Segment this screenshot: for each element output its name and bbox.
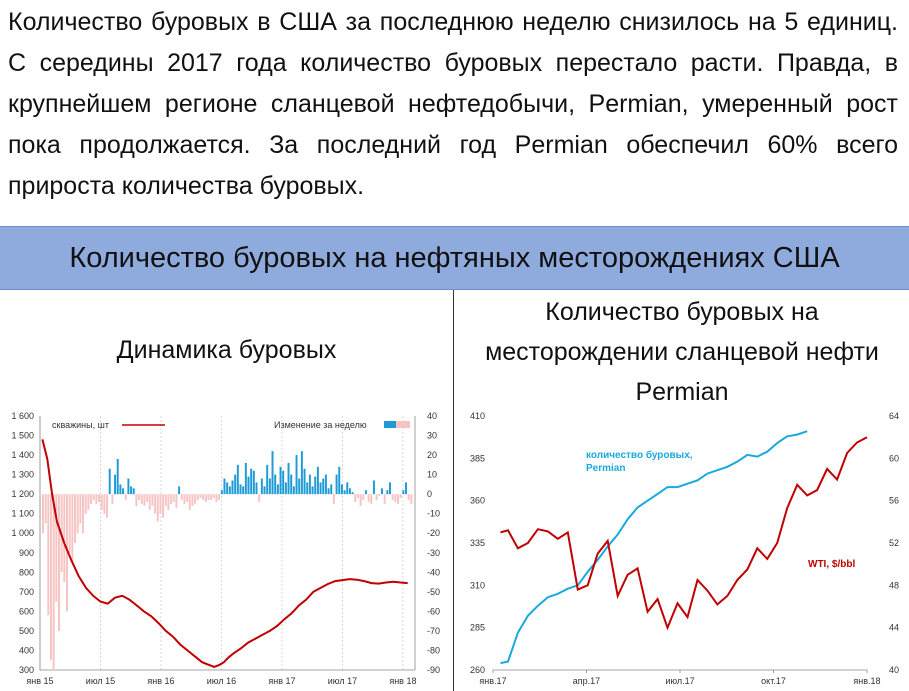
y-right-tick-label: -10 xyxy=(427,508,441,519)
weekly-change-bar xyxy=(282,471,284,494)
weekly-change-bar xyxy=(336,475,338,495)
weekly-change-bar xyxy=(125,494,127,500)
intro-paragraph: Количество буровых в США за последнюю неделю снизилось на 5 единиц. С середины 2017 года количество буровых перестало расти. Правда, в крупнейшем регионе сланцевой нефтедобычи, Permian, умеренный рост пока продолжается. За последний год Permian обеспечил 60% всего прироста количества буровых. xyxy=(8,8,898,200)
weekly-change-bar xyxy=(288,463,290,494)
weekly-change-bar xyxy=(410,494,412,504)
permian-rigs-line xyxy=(501,431,808,663)
weekly-change-bar xyxy=(290,475,292,495)
permian-rigs-chart xyxy=(455,406,909,691)
y-right-tick-label: 48 xyxy=(889,580,900,591)
weekly-change-bar xyxy=(365,490,367,494)
weekly-change-bar xyxy=(82,494,84,533)
y-right-tick-label: 40 xyxy=(889,665,900,675)
weekly-change-bar xyxy=(296,455,298,494)
weekly-change-bar xyxy=(45,494,47,523)
x-tick-label: июл 15 xyxy=(85,676,116,686)
weekly-change-bar xyxy=(320,482,322,494)
weekly-change-bar xyxy=(127,479,129,495)
weekly-change-bar xyxy=(111,494,113,504)
weekly-change-bar xyxy=(117,459,119,494)
weekly-change-bar xyxy=(266,465,268,494)
y-left-tick-label: 800 xyxy=(18,567,34,578)
y-left-tick-label: 1 300 xyxy=(11,469,34,480)
weekly-change-bar xyxy=(162,494,164,517)
y-right-tick-label: 20 xyxy=(427,450,438,461)
weekly-change-bar xyxy=(341,484,343,494)
weekly-change-bar xyxy=(74,494,76,543)
weekly-change-bar xyxy=(95,494,97,504)
weekly-change-bar xyxy=(312,486,314,494)
weekly-change-bar xyxy=(293,486,295,494)
weekly-change-bar xyxy=(130,486,132,494)
y-right-tick-label: 40 xyxy=(427,411,438,421)
weekly-change-bar xyxy=(328,488,330,494)
weekly-change-bar xyxy=(173,494,175,502)
weekly-change-bar xyxy=(58,494,60,631)
weekly-change-bar xyxy=(210,494,212,500)
weekly-change-bar xyxy=(79,494,81,523)
weekly-change-bar xyxy=(138,494,140,500)
y-left-tick-label: 410 xyxy=(469,411,485,421)
weekly-change-bar xyxy=(215,494,217,502)
weekly-change-bar xyxy=(354,494,356,502)
weekly-change-bar xyxy=(85,494,87,514)
weekly-change-bar xyxy=(392,494,394,500)
x-tick-label: окт.17 xyxy=(761,676,786,686)
weekly-change-bar xyxy=(362,494,364,500)
weekly-change-bar xyxy=(317,467,319,494)
weekly-change-bar xyxy=(226,482,228,494)
weekly-change-bar xyxy=(149,494,151,510)
y-right-tick-label: -60 xyxy=(427,606,441,617)
banner-title: Количество буровых на нефтяных месторождениях США xyxy=(69,241,840,274)
y-right-tick-label: 10 xyxy=(427,469,438,480)
weekly-change-bar xyxy=(103,494,105,514)
weekly-change-bar xyxy=(154,494,156,514)
weekly-change-bar xyxy=(194,494,196,504)
y-left-tick-label: 500 xyxy=(18,625,34,636)
y-right-tick-label: 44 xyxy=(889,622,900,633)
weekly-change-bar xyxy=(50,494,52,660)
weekly-change-bar xyxy=(325,475,327,495)
weekly-change-bar xyxy=(274,475,276,495)
y-right-tick-label: 60 xyxy=(889,453,900,464)
section-title-banner xyxy=(0,226,909,290)
weekly-change-bar xyxy=(309,475,311,495)
y-right-tick-label: 30 xyxy=(427,430,438,441)
x-tick-label: янв.18 xyxy=(853,676,881,686)
weekly-change-bar xyxy=(205,494,207,502)
weekly-change-bar xyxy=(122,488,124,494)
weekly-change-bar xyxy=(405,482,407,494)
weekly-change-bar xyxy=(218,494,220,500)
weekly-change-bar xyxy=(381,488,383,494)
y-right-tick-label: 52 xyxy=(889,538,900,548)
weekly-change-bar xyxy=(42,494,44,533)
weekly-change-bar xyxy=(109,469,111,494)
weekly-change-bar xyxy=(207,494,209,500)
y-left-tick-label: 600 xyxy=(18,606,34,617)
weekly-change-bar xyxy=(181,494,183,500)
y-left-tick-label: 1 200 xyxy=(11,489,34,500)
weekly-change-bar xyxy=(157,494,159,521)
weekly-change-bar xyxy=(261,479,263,495)
y-right-tick-label: -80 xyxy=(427,645,441,656)
weekly-change-bar xyxy=(141,494,143,504)
right-chart-header: Количество буровых на месторождении сланцевой нефти Permian xyxy=(485,298,879,406)
y-left-tick-label: 310 xyxy=(469,580,485,591)
y-right-tick-label: -90 xyxy=(427,665,441,675)
permian-annotation: количество буровых, Permian xyxy=(586,450,693,474)
weekly-change-bar xyxy=(352,492,354,494)
weekly-change-bar xyxy=(183,494,185,504)
column-divider xyxy=(453,290,454,691)
weekly-change-bar xyxy=(114,475,116,495)
weekly-change-bar xyxy=(253,471,255,494)
weekly-change-bar xyxy=(197,494,199,500)
weekly-change-bar xyxy=(63,494,65,582)
weekly-change-bar xyxy=(87,494,89,510)
x-tick-label: янв 15 xyxy=(26,676,54,686)
y-right-tick-label: -40 xyxy=(427,567,441,578)
weekly-change-bar xyxy=(178,486,180,494)
y-right-tick-label: -50 xyxy=(427,586,441,597)
weekly-change-bar xyxy=(400,494,402,498)
weekly-change-bar xyxy=(384,494,386,504)
y-right-tick-label: -30 xyxy=(427,547,441,558)
weekly-change-bar xyxy=(159,494,161,514)
y-left-tick-label: 300 xyxy=(18,665,34,675)
weekly-change-bar xyxy=(408,494,410,500)
legend-line-label: скважины, шт xyxy=(52,420,109,430)
weekly-change-bar xyxy=(378,494,380,496)
weekly-change-bar xyxy=(151,494,153,506)
weekly-change-bar xyxy=(357,494,359,498)
weekly-change-bar xyxy=(77,494,79,533)
weekly-change-bar xyxy=(322,479,324,495)
weekly-change-bar xyxy=(298,479,300,495)
weekly-change-bar xyxy=(376,494,378,500)
weekly-change-bar xyxy=(333,494,335,504)
weekly-change-bar xyxy=(386,490,388,494)
weekly-change-bar xyxy=(304,469,306,494)
weekly-change-bar xyxy=(232,480,234,494)
weekly-change-bar xyxy=(170,494,172,504)
y-left-tick-label: 700 xyxy=(18,586,34,597)
x-tick-label: июл 17 xyxy=(327,676,358,686)
weekly-change-bar xyxy=(98,494,100,502)
weekly-change-bar xyxy=(280,467,282,494)
weekly-change-bar xyxy=(143,494,145,506)
y-right-tick-label: 56 xyxy=(889,495,900,506)
weekly-change-bar xyxy=(53,494,55,670)
weekly-change-bar xyxy=(119,484,121,494)
weekly-change-bar xyxy=(229,486,231,494)
rig-count-dynamics-chart xyxy=(0,406,452,691)
y-right-tick-label: 0 xyxy=(427,489,433,500)
left-chart-header: Динамика буровых xyxy=(116,336,337,364)
weekly-change-bar xyxy=(202,494,204,500)
weekly-change-bar xyxy=(306,482,308,494)
y-left-tick-label: 260 xyxy=(469,665,485,675)
weekly-change-bar xyxy=(285,482,287,494)
legend-bars-swatch-pos xyxy=(384,421,396,428)
wti-annotation: WTI, $/bbl xyxy=(808,559,856,570)
weekly-change-bar xyxy=(237,465,239,494)
weekly-change-bar xyxy=(223,479,225,495)
weekly-change-bar xyxy=(245,463,247,494)
y-left-tick-label: 1 000 xyxy=(11,528,34,539)
weekly-change-bar xyxy=(199,494,201,498)
rig-count-line xyxy=(42,439,407,667)
weekly-change-bar xyxy=(90,494,92,504)
weekly-change-bar xyxy=(349,488,351,494)
weekly-change-bar xyxy=(389,482,391,494)
weekly-change-bar xyxy=(242,486,244,494)
x-tick-label: янв 17 xyxy=(268,676,296,686)
weekly-change-bar xyxy=(301,451,303,494)
legend-bars-swatch-neg xyxy=(396,421,410,428)
weekly-change-bar xyxy=(277,484,279,494)
x-tick-label: июл 16 xyxy=(206,676,237,686)
weekly-change-bar xyxy=(186,494,188,502)
weekly-change-bar xyxy=(346,482,348,494)
weekly-change-bar xyxy=(71,494,73,562)
weekly-change-bar xyxy=(221,490,223,494)
weekly-change-bar xyxy=(248,477,250,495)
weekly-change-bar xyxy=(394,494,396,502)
y-right-tick-label: 64 xyxy=(889,411,900,421)
weekly-change-bar xyxy=(272,451,274,494)
weekly-change-bar xyxy=(250,469,252,494)
weekly-change-bar xyxy=(135,494,137,506)
weekly-change-bar xyxy=(264,486,266,494)
y-left-tick-label: 1 400 xyxy=(11,450,34,461)
weekly-change-bar xyxy=(344,490,346,494)
weekly-change-bar xyxy=(397,494,399,504)
weekly-change-bar xyxy=(360,494,362,506)
y-right-tick-label: -70 xyxy=(427,625,441,636)
weekly-change-bar xyxy=(47,494,49,615)
y-left-tick-label: 385 xyxy=(469,453,485,464)
weekly-change-bar xyxy=(93,494,95,500)
weekly-change-bar xyxy=(101,494,103,510)
y-left-tick-label: 360 xyxy=(469,495,485,506)
y-left-tick-label: 400 xyxy=(18,645,34,656)
y-left-tick-label: 1 600 xyxy=(11,411,34,421)
weekly-change-bar xyxy=(167,494,169,510)
weekly-change-bar xyxy=(256,482,258,494)
y-right-tick-label: -20 xyxy=(427,528,441,539)
y-left-tick-label: 335 xyxy=(469,538,485,548)
weekly-change-bar xyxy=(133,488,135,494)
weekly-change-bar xyxy=(373,480,375,494)
weekly-change-bar xyxy=(106,494,108,517)
x-tick-label: янв.17 xyxy=(479,676,507,686)
weekly-change-bar xyxy=(165,494,167,506)
weekly-change-bar xyxy=(234,475,236,495)
y-left-tick-label: 1 100 xyxy=(11,508,34,519)
weekly-change-bar xyxy=(191,494,193,506)
weekly-change-bar xyxy=(402,490,404,494)
x-tick-label: янв 18 xyxy=(389,676,417,686)
y-left-tick-label: 1 500 xyxy=(11,430,34,441)
weekly-change-bar xyxy=(330,484,332,494)
weekly-change-bar xyxy=(175,494,177,508)
x-tick-label: янв 16 xyxy=(147,676,175,686)
weekly-change-bar xyxy=(189,494,191,510)
y-left-tick-label: 900 xyxy=(18,547,34,558)
weekly-change-bar xyxy=(258,494,260,502)
weekly-change-bar xyxy=(69,494,71,553)
weekly-change-bar xyxy=(314,477,316,495)
weekly-change-bar xyxy=(240,484,242,494)
legend-bars-label: Изменение за неделю xyxy=(274,420,367,430)
weekly-change-bar xyxy=(370,494,372,504)
weekly-change-bar xyxy=(338,467,340,494)
weekly-change-bar xyxy=(269,479,271,495)
weekly-change-bar xyxy=(213,494,215,498)
x-tick-label: июл.17 xyxy=(665,676,695,686)
weekly-change-bar xyxy=(146,494,148,502)
weekly-change-bar xyxy=(368,494,370,502)
x-tick-label: апр.17 xyxy=(572,676,601,686)
y-left-tick-label: 285 xyxy=(469,622,485,633)
wti-price-line xyxy=(501,437,868,628)
